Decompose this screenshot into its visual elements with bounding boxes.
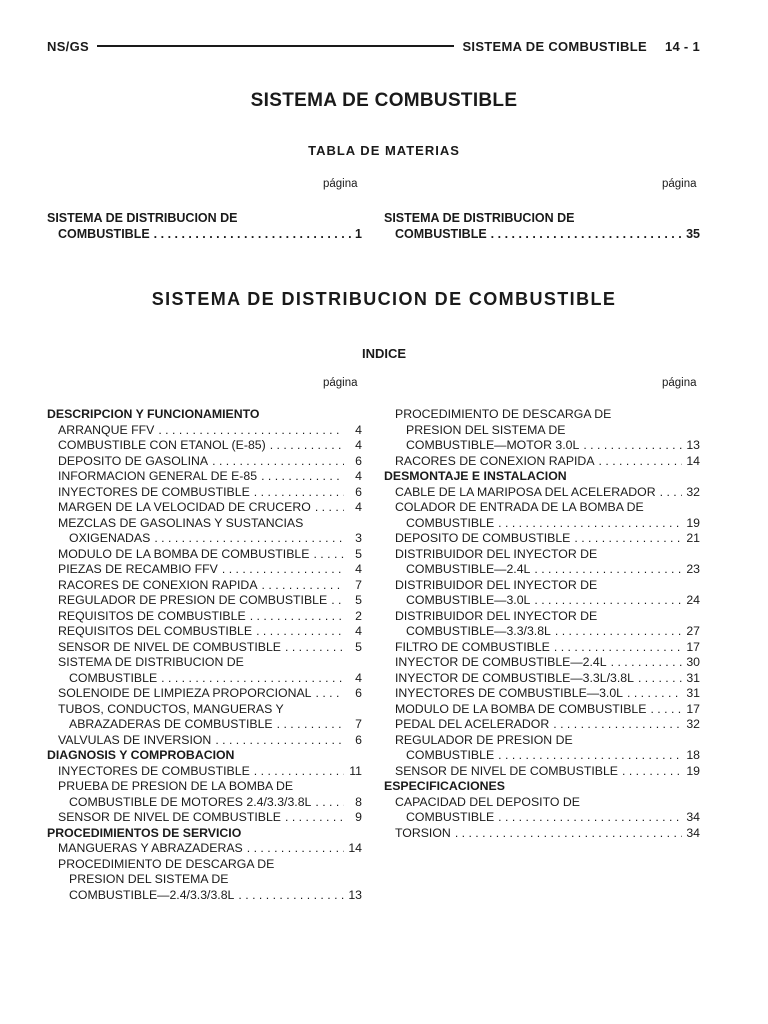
index-entry[interactable] — [47, 764, 362, 780]
leader-dots — [254, 764, 344, 780]
index-entry-text: COMBUSTIBLE — [406, 810, 495, 824]
index-entry[interactable] — [47, 888, 362, 904]
index-entry-page: 4 — [355, 422, 362, 437]
leader-dots — [222, 562, 344, 578]
leader-dots — [583, 438, 682, 454]
leader-dots — [534, 562, 682, 578]
index-entry[interactable] — [47, 438, 362, 454]
index-entry-text: COMBUSTIBLE — [69, 670, 158, 685]
index-entry-text: INYECTORES DE COMBUSTIBLE — [58, 484, 250, 499]
leader-dots — [599, 454, 682, 470]
leader-dots — [638, 671, 682, 687]
index-entry[interactable] — [47, 578, 362, 594]
index-category — [47, 826, 362, 842]
index-entry-text: MARGEN DE LA VELOCIDAD DE CRUCERO — [58, 500, 311, 514]
index-entry-page: 2 — [355, 608, 362, 623]
index-entry-text: REQUISITOS DEL COMBUSTIBLE — [58, 624, 253, 638]
index-entry — [47, 857, 362, 873]
index-entry-text: TORSION — [395, 825, 451, 840]
toc-pagina-label-right: página — [662, 178, 697, 190]
index-entry-text: RACORES DE CONEXION RAPIDA — [395, 453, 595, 468]
index-entry-text: ABRAZADERAS DE COMBUSTIBLE — [69, 717, 273, 731]
index-entry-text: DESMONTAJE E INSTALACION — [384, 469, 567, 483]
index-entry-page: 32 — [686, 484, 700, 499]
index-entry-page: 19 — [686, 763, 700, 778]
index-entry-text: COMBUSTIBLE—2.4/3.3/3.8L — [69, 887, 235, 902]
index-entry[interactable] — [47, 733, 362, 749]
leader-dots — [498, 810, 682, 826]
index-entry-page: 34 — [686, 825, 700, 840]
index-entry-page: 5 — [355, 546, 362, 561]
index-entry-page: 31 — [686, 670, 700, 685]
index-entry-page: 21 — [686, 531, 700, 545]
header-rule — [97, 45, 454, 47]
toc-entry-page: 35 — [686, 227, 700, 241]
index-entry[interactable] — [47, 841, 362, 857]
header-page-number: 14 - 1 — [664, 38, 700, 54]
leader-dots — [277, 717, 344, 733]
index-entry-text: PIEZAS DE RECAMBIO FFV — [58, 562, 218, 576]
index-entry-text: MODULO DE LA BOMBA DE COMBUSTIBLE — [395, 701, 647, 716]
index-entry — [384, 500, 700, 516]
index-entry-text: PROCEDIMIENTO DE DESCARGA DE — [58, 856, 275, 871]
index-entry-text: COMBUSTIBLE—2.4L — [406, 562, 531, 576]
leader-dots — [315, 500, 344, 516]
leader-dots — [611, 655, 682, 671]
index-entry-text: DISTRIBUIDOR DEL INYECTOR DE — [395, 546, 598, 561]
index-entry-page: 30 — [686, 655, 700, 669]
toc-entry-line2: COMBUSTIBLE — [58, 227, 150, 241]
leader-dots — [455, 826, 682, 842]
index-entry[interactable] — [384, 562, 700, 578]
index-entry-text: COMBUSTIBLE—3.3/3.8L — [406, 624, 551, 638]
index-entry-text: ARRANQUE FFV — [58, 422, 155, 437]
toc-entry-line1: SISTEMA DE DISTRIBUCION DE — [47, 211, 238, 225]
index-entry[interactable] — [384, 640, 700, 656]
index-entry-text: PEDAL DEL ACELERADOR — [395, 717, 550, 731]
index-entry-page: 27 — [686, 624, 700, 638]
index-entry-text: ESPECIFICACIONES — [384, 779, 505, 793]
leader-dots — [238, 888, 344, 904]
leader-dots — [285, 640, 344, 656]
index-entry-page: 18 — [686, 748, 700, 762]
index-entry-text: INYECTOR DE COMBUSTIBLE—2.4L — [395, 655, 607, 669]
index-entry[interactable] — [47, 469, 362, 485]
leader-dots — [331, 593, 344, 609]
index-entry-text: COMBUSTIBLE — [406, 515, 495, 530]
index-entry-text: PRESION DEL SISTEMA DE — [69, 872, 229, 886]
leader-dots — [285, 810, 344, 826]
index-entry-page: 14 — [686, 453, 700, 468]
index-entry[interactable] — [384, 748, 700, 764]
leader-dots — [660, 485, 682, 501]
header-manual-code: NS/GS — [47, 38, 89, 54]
index-entry-text: CAPACIDAD DEL DEPOSITO DE — [395, 794, 580, 809]
index-entry — [384, 609, 700, 625]
index-entry-text: SOLENOIDE DE LIMPIEZA PROPORCIONAL — [58, 686, 312, 700]
index-entry-text: OXIGENADAS — [69, 531, 151, 545]
index-entry[interactable] — [47, 454, 362, 470]
index-entry-page: 6 — [355, 453, 362, 468]
index-entry[interactable] — [384, 810, 700, 826]
index-entry — [47, 872, 362, 888]
index-entry[interactable] — [384, 454, 700, 470]
leader-dots — [498, 748, 682, 764]
index-entry-text: REQUISITOS DE COMBUSTIBLE — [58, 608, 246, 623]
index-entry — [384, 547, 700, 563]
index-entry-page: 6 — [355, 732, 362, 747]
leader-dots — [158, 423, 344, 439]
index-entry[interactable] — [47, 717, 362, 733]
index-entry-page: 13 — [348, 887, 362, 902]
index-entry[interactable] — [47, 531, 362, 547]
index-entry — [384, 578, 700, 594]
index-column-right — [384, 407, 700, 841]
index-entry-text: DISTRIBUIDOR DEL INYECTOR DE — [395, 577, 598, 592]
index-entry-text: DEPOSITO DE GASOLINA — [58, 453, 209, 468]
leader-dots — [154, 531, 344, 547]
index-entry-text: INFORMACION GENERAL DE E-85 — [58, 469, 258, 483]
index-entry-text: PROCEDIMIENTOS DE SERVICIO — [47, 825, 242, 840]
index-entry[interactable] — [384, 655, 700, 671]
toc-pagina-label-left: página — [323, 178, 358, 190]
index-entry-page: 32 — [686, 717, 700, 731]
leader-dots — [256, 624, 344, 640]
index-entry-text: COMBUSTIBLE CON ETANOL (E-85) — [58, 438, 266, 452]
index-entry-page: 4 — [355, 500, 362, 514]
index-entry-text: COMBUSTIBLE—3.0L — [406, 593, 531, 607]
index-entry-page: 3 — [355, 531, 362, 545]
index-entry-page: 8 — [355, 794, 362, 809]
index-entry-page: 4 — [355, 670, 362, 685]
index-entry-text: MODULO DE LA BOMBA DE COMBUSTIBLE — [58, 546, 310, 561]
index-entry[interactable] — [47, 500, 362, 516]
index-category — [384, 779, 700, 795]
index-entry-text: COMBUSTIBLE DE MOTORES 2.4/3.3/3.8L — [69, 794, 312, 809]
leader-dots — [554, 640, 682, 656]
index-entry-text: SENSOR DE NIVEL DE COMBUSTIBLE — [395, 763, 618, 778]
leader-dots — [555, 624, 682, 640]
index-entry-text: DEPOSITO DE COMBUSTIBLE — [395, 531, 571, 545]
leader-dots — [627, 686, 682, 702]
leader-dots — [270, 438, 344, 454]
index-entry-text: SENSOR DE NIVEL DE COMBUSTIBLE — [58, 639, 281, 654]
index-entry-page: 4 — [355, 438, 362, 452]
index-entry-page: 17 — [686, 639, 700, 654]
leader-dots — [491, 226, 682, 242]
index-entry[interactable] — [384, 826, 700, 842]
index-entry — [384, 407, 700, 423]
index-entry[interactable] — [47, 686, 362, 702]
index-entry-text: COMBUSTIBLE—MOTOR 3.0L — [406, 438, 580, 452]
section-title: SISTEMA DE DISTRIBUCION DE COMBUSTIBLE — [151, 289, 617, 309]
index-entry-page: 14 — [348, 841, 362, 855]
index-pagina-label-right: página — [662, 377, 697, 389]
index-entry-page: 7 — [355, 717, 362, 731]
index-entry[interactable] — [384, 671, 700, 687]
index-entry — [47, 516, 362, 532]
leader-dots — [215, 733, 344, 749]
index-entry[interactable] — [384, 485, 700, 501]
index-entry[interactable] — [47, 640, 362, 656]
index-entry — [47, 779, 362, 795]
index-column-left — [47, 407, 362, 903]
index-entry-page: 4 — [355, 624, 362, 638]
index-entry-page: 6 — [355, 686, 362, 700]
header-section-name: SISTEMA DE COMBUSTIBLE — [462, 38, 647, 54]
index-entry-page: 4 — [355, 562, 362, 576]
leader-dots — [262, 578, 344, 594]
leader-dots — [553, 717, 682, 733]
index-entry-text: CABLE DE LA MARIPOSA DEL ACELERADOR — [395, 484, 656, 499]
index-category — [47, 748, 362, 764]
index-entry-text: COMBUSTIBLE — [406, 748, 495, 762]
index-entry-page: 5 — [355, 593, 362, 607]
index-entry[interactable] — [384, 702, 700, 718]
index-entry[interactable] — [47, 810, 362, 826]
index-entry-text: RACORES DE CONEXION RAPIDA — [58, 577, 258, 592]
index-pagina-label-left: página — [323, 377, 358, 389]
index-category — [47, 407, 362, 423]
leader-dots — [254, 485, 344, 501]
index-entry-text: VALVULAS DE INVERSION — [58, 732, 212, 747]
index-entry-page: 4 — [355, 469, 362, 483]
index-entry[interactable] — [384, 764, 700, 780]
index-entry-page: 31 — [686, 686, 700, 700]
index-entry-page: 17 — [686, 701, 700, 716]
index-entry-page: 23 — [686, 562, 700, 576]
index-entry-page: 11 — [349, 763, 362, 778]
index-entry[interactable] — [384, 531, 700, 547]
index-entry-page: 24 — [686, 593, 700, 607]
index-entry — [47, 655, 362, 671]
index-entry-text: REGULADOR DE PRESION DE — [395, 732, 573, 747]
index-category — [384, 469, 700, 485]
index-entry[interactable] — [384, 516, 700, 532]
index-entry[interactable] — [384, 717, 700, 733]
index-entry[interactable] — [47, 423, 362, 439]
index-entry[interactable] — [47, 562, 362, 578]
index-entry[interactable] — [47, 671, 362, 687]
leader-dots — [650, 702, 682, 718]
page-title: SISTEMA DE COMBUSTIBLE — [250, 90, 518, 111]
index-entry — [384, 733, 700, 749]
index-entry-text: PROCEDIMIENTO DE DESCARGA DE — [395, 407, 612, 421]
leader-dots — [498, 516, 682, 532]
index-entry-text: COLADOR DE ENTRADA DE LA BOMBA DE — [395, 500, 644, 514]
leader-dots — [250, 609, 344, 625]
toc-entry-page: 1 — [355, 227, 362, 241]
index-entry-text: SENSOR DE NIVEL DE COMBUSTIBLE — [58, 810, 281, 824]
index-entry-text: INYECTORES DE COMBUSTIBLE — [58, 763, 250, 778]
index-entry[interactable] — [47, 624, 362, 640]
index-entry[interactable] — [47, 485, 362, 501]
index-entry[interactable] — [384, 624, 700, 640]
index-entry-text: REGULADOR DE PRESION DE COMBUSTIBLE — [58, 593, 328, 607]
index-entry-text: PRESION DEL SISTEMA DE — [406, 422, 566, 437]
leader-dots — [212, 454, 344, 470]
leader-dots — [261, 469, 344, 485]
leader-dots — [534, 593, 682, 609]
index-entry — [384, 795, 700, 811]
leader-dots — [622, 764, 682, 780]
index-entry-text: DISTRIBUIDOR DEL INYECTOR DE — [395, 608, 598, 623]
index-entry-text: MEZCLAS DE GASOLINAS Y SUSTANCIAS — [58, 515, 304, 530]
index-entry-page: 6 — [355, 484, 362, 499]
toc-entry-right[interactable] — [384, 210, 700, 242]
toc-entry-line2: COMBUSTIBLE — [395, 227, 487, 241]
index-entry-text: INYECTORES DE COMBUSTIBLE—3.0L — [395, 686, 624, 700]
index-entry[interactable] — [384, 686, 700, 702]
leader-dots — [316, 686, 344, 702]
toc-title: TABLA DE MATERIAS — [308, 143, 460, 158]
toc-entry-left[interactable] — [47, 210, 362, 242]
index-entry-text: PRUEBA DE PRESION DE LA BOMBA DE — [58, 779, 294, 793]
index-entry[interactable] — [384, 593, 700, 609]
index-entry[interactable] — [384, 438, 700, 454]
index-entry-page: 5 — [355, 639, 362, 654]
index-entry — [47, 702, 362, 718]
leader-dots — [161, 671, 344, 687]
index-title: INDICE — [361, 346, 407, 361]
page-header — [47, 36, 700, 56]
index-entry[interactable] — [47, 609, 362, 625]
index-entry-page: 9 — [355, 810, 362, 824]
index-entry-text: TUBOS, CONDUCTOS, MANGUERAS Y — [58, 701, 284, 716]
index-entry-text: SISTEMA DE DISTRIBUCION DE — [58, 655, 244, 669]
index-entry-text: DESCRIPCION Y FUNCIONAMIENTO — [47, 407, 260, 421]
leader-dots — [574, 531, 682, 547]
index-entry-text: MANGUERAS Y ABRAZADERAS — [58, 841, 243, 855]
index-entry — [384, 423, 700, 439]
index-entry-text: INYECTOR DE COMBUSTIBLE—3.3L/3.8L — [395, 670, 634, 685]
index-entry[interactable] — [47, 547, 362, 563]
index-entry[interactable] — [47, 795, 362, 811]
toc-entry-line1: SISTEMA DE DISTRIBUCION DE — [384, 211, 575, 225]
index-entry-page: 13 — [686, 438, 700, 452]
leader-dots — [247, 841, 344, 857]
index-entry[interactable] — [47, 593, 362, 609]
index-entry-page: 7 — [355, 577, 362, 592]
leader-dots — [313, 547, 344, 563]
index-entry-page: 19 — [686, 515, 700, 530]
leader-dots — [154, 226, 351, 242]
index-entry-text: DIAGNOSIS Y COMPROBACION — [47, 748, 235, 762]
index-entry-text: FILTRO DE COMBUSTIBLE — [395, 639, 550, 654]
index-entry-page: 34 — [686, 810, 700, 824]
leader-dots — [315, 795, 344, 811]
